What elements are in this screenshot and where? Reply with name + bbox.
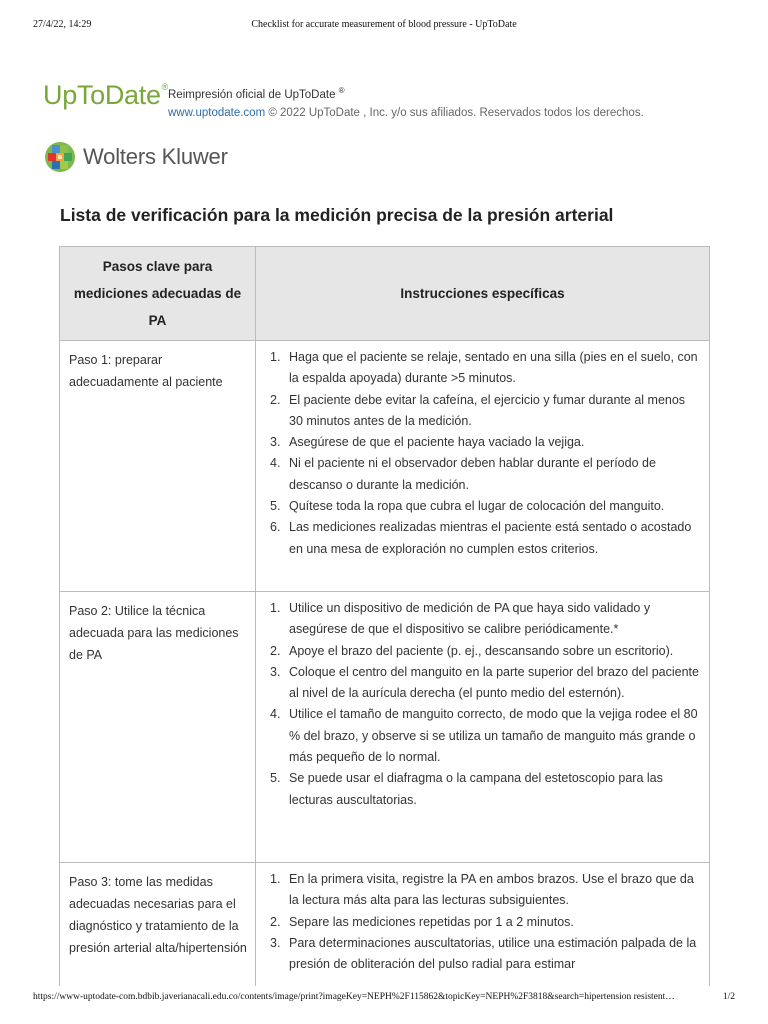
list-item: 1. Utilice un dispositivo de medición de PA que haya sido validado y asegúrese de que el dispositivo se calibre periódicamente.* <box>270 601 651 637</box>
table-header <box>60 247 709 341</box>
step-cell: Paso 3: tome las medidas adecuadas necesarias para el diagnóstico y tratamiento de la presión arterial alta/hipertensión <box>60 863 256 986</box>
document-title: Lista de verificación para la medición precisa de la presión arterial <box>60 205 614 225</box>
list-item: 2. Separe las mediciones repetidas por 1 a 2 minutos. <box>270 914 574 929</box>
reprint-label: Reimpresión oficial de UpToDate <box>168 88 336 101</box>
instructions-list <box>270 869 699 975</box>
uptodate-logo-text: UpToDate <box>43 80 161 110</box>
list-item: 4. Ni el paciente ni el observador deben hablar durante el período de descanso o durante la medición. <box>270 456 656 492</box>
reprint-registered-mark: ® <box>338 86 345 95</box>
instructions-list <box>270 598 699 811</box>
instructions-list <box>270 347 699 560</box>
header-instructions: Instrucciones específicas <box>400 286 565 301</box>
print-header <box>0 0 768 52</box>
print-page-title: Checklist for accurate measurement of blood pressure - UpToDate <box>251 19 517 30</box>
list-item: 4. Utilice el tamaño de manguito correcto, de modo que la vejiga rodee el 80 % del brazo, y observe si se utiliza un tamaño de manguito más grande o más pequeño de lo normal. <box>270 707 698 765</box>
print-footer <box>0 990 768 1010</box>
table-row <box>60 592 709 863</box>
list-item: 1. En la primera visita, registre la PA en ambos brazos. Use el brazo que da la lectura más alta para las lecturas subsiguientes. <box>270 872 694 908</box>
checklist-table <box>59 246 710 986</box>
list-item: 3. Asegúrese de que el paciente haya vaciado la vejiga. <box>270 435 585 450</box>
header-key-steps: Pasos clave para mediciones adecuadas de PA <box>60 247 256 340</box>
print-datetime: 27/4/22, 14:29 <box>33 19 92 30</box>
list-item: 1. Haga que el paciente se relaje, sentado en una silla (pies en el suelo, con la espalda apoyada) durante >5 minutos. <box>270 350 698 386</box>
list-item: 6. Las mediciones realizadas mientras el paciente está sentado o acostado en una mesa de exploración no cumplen estos criterios. <box>270 520 692 556</box>
reprint-notice <box>168 82 644 122</box>
list-item: 5. Se puede usar el diafragma o la campana del estetoscopio para las lecturas auscultatorias. <box>270 771 663 807</box>
list-item: 2. El paciente debe evitar la cafeína, el ejercicio y fumar durante al menos 30 minutos antes de la medición. <box>270 392 686 428</box>
page-number: 1/2 <box>722 992 735 1002</box>
list-item: 2. Apoye el brazo del paciente (p. ej., descansando sobre un escritorio). <box>270 643 674 658</box>
website-link[interactable]: www.uptodate.com <box>168 106 266 119</box>
instructions-cell <box>256 863 709 986</box>
registered-mark: ® <box>161 82 169 92</box>
step-cell: Paso 2: Utilice la técnica adecuada para las mediciones de PA <box>60 592 256 862</box>
print-url: https://www-uptodate-com.bdbib.javerianacali.edu.co/contents/image/print?imageKey=NEPH%2F115862&topicKey=NEPH%2F3818&search=hipertension resistent… <box>33 992 675 1002</box>
instructions-cell <box>256 592 709 862</box>
step-cell: Paso 1: preparar adecuadamente al paciente <box>60 341 256 591</box>
wolters-kluwer-logo <box>43 140 228 174</box>
instructions-cell <box>256 341 709 591</box>
table-row <box>60 341 709 592</box>
uptodate-logo[interactable] <box>43 80 168 111</box>
list-item: 3. Coloque el centro del manguito en la parte superior del brazo del paciente al nivel de la aurícula derecha (el punto medio del esternón). <box>270 664 699 701</box>
copyright-text: © 2022 UpToDate , Inc. y/o sus afiliados. Reservados todos los derechos. <box>265 106 644 119</box>
table-row <box>60 863 709 986</box>
list-item: 5. Quítese toda la ropa que cubra el lugar de colocación del manguito. <box>270 499 665 514</box>
list-item: 3. Para determinaciones auscultatorias, utilice una estimación palpada de la presión de obliteración del pulso radial para estimar <box>270 935 697 972</box>
wolters-kluwer-mosaic-icon <box>43 140 77 174</box>
wolters-kluwer-text: Wolters Kluwer <box>83 144 228 169</box>
